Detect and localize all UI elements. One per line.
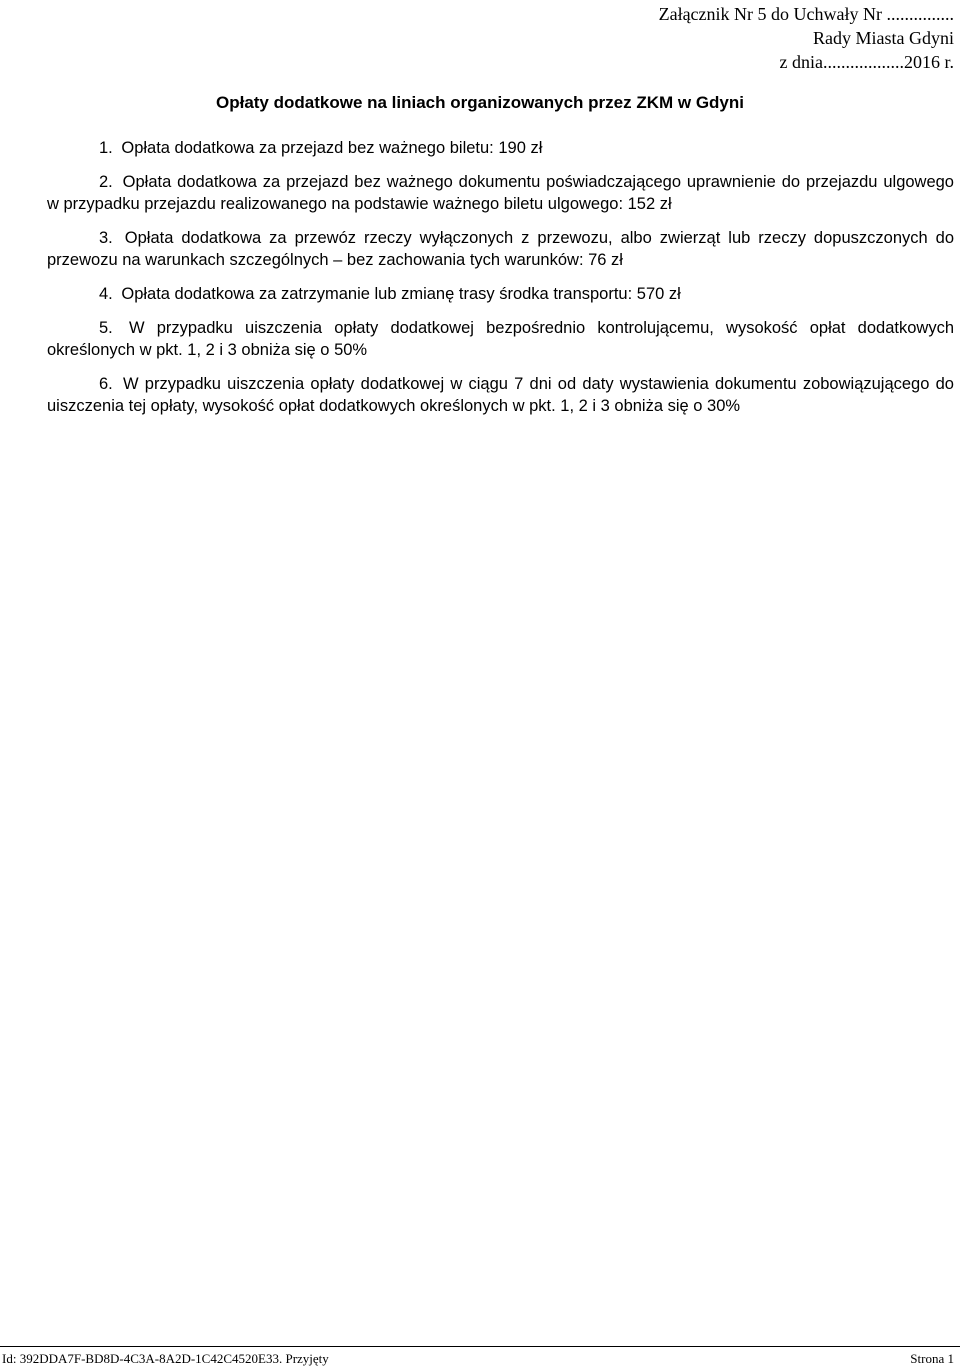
item-text: Opłata dodatkowa za przejazd bez ważnego biletu: 190 zł [121, 139, 543, 157]
page-number: Strona 1 [910, 1351, 954, 1366]
item-number: 1. [99, 139, 113, 157]
item-text: Opłata dodatkowa za przejazd bez ważnego dokumentu poświadczającego uprawnienie do przejazdu ulgowego w przypadku przejazdu realizowanego na podstawie ważnego biletu ulgowego: 152 zł [47, 173, 954, 213]
list-item [47, 227, 954, 271]
item-number: 6. [99, 375, 113, 393]
list-item [47, 137, 954, 159]
resolution-date: z dnia..................2016 r. [779, 52, 954, 72]
item-text: W przypadku uiszczenia opłaty dodatkowej bezpośrednio kontrolującemu, wysokość opłat dodatkowych określonych w pkt. 1, 2 i 3 obniża się o 50% [47, 319, 954, 359]
item-text: Opłata dodatkowa za zatrzymanie lub zmianę trasy środka transportu: 570 zł [121, 285, 681, 303]
page-footer [0, 1350, 960, 1368]
list-item [47, 171, 954, 215]
item-number: 2. [99, 173, 113, 191]
item-number: 3. [99, 229, 113, 247]
page-title: Opłaty dodatkowe na liniach organizowanych przez ZKM w Gdyni [215, 93, 744, 112]
item-number: 4. [99, 285, 113, 303]
item-text: Opłata dodatkowa za przewóz rzeczy wyłączonych z przewozu, albo zwierząt lub rzeczy dopuszczonych do przewozu na warunkach szczególnych – bez zachowania tych warunków: 76 zł [47, 229, 955, 269]
council-name: Rady Miasta Gdyni [813, 28, 954, 48]
document-header [659, 2, 954, 74]
footer-divider [0, 1346, 960, 1347]
attachment-label: Załącznik Nr 5 do Uchwały Nr ............... [658, 4, 954, 24]
list-item [47, 373, 954, 417]
item-text: W przypadku uiszczenia opłaty dodatkowej w ciągu 7 dni od daty wystawienia dokumentu zobowiązującego do uiszczenia tej opłaty, wysokość opłat dodatkowych określonych w pkt. 1, 2 i 3 obniża się o 30% [47, 375, 954, 415]
item-number: 5. [99, 319, 113, 337]
list-item [47, 317, 954, 361]
fee-list [47, 137, 954, 429]
document-id: Id: 392DDA7F-BD8D-4C3A-8A2D-1C42C4520E33. Przyjęty [2, 1351, 329, 1366]
list-item [47, 283, 954, 305]
